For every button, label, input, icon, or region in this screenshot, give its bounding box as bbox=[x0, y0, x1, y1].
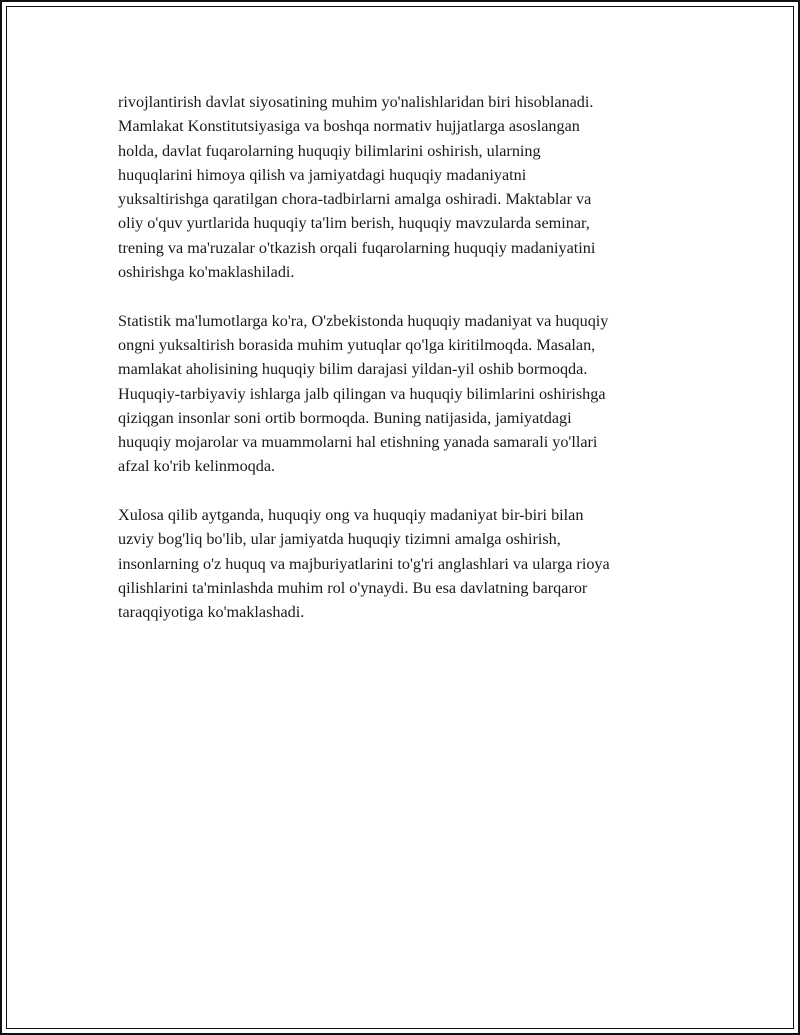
text-line: afzal ko'rib kelinmoqda. bbox=[118, 457, 276, 476]
text-line: Mamlakat Konstitutsiyasiga va boshqa normativ hujjatlarga asoslangan bbox=[118, 117, 580, 136]
document-body bbox=[118, 90, 690, 649]
text-line: rivojlantirish davlat siyosatining muhim yo'nalishlaridan biri hisoblanadi. bbox=[118, 93, 594, 111]
text-line: oliy o'quv yurtlarida huquqiy ta'lim berish, huquqiy mavzularda seminar, bbox=[118, 214, 590, 233]
paragraph-1 bbox=[118, 90, 690, 284]
text-line: qiziqgan insonlar soni ortib bormoqda. Buning natijasida, jamiyatdagi bbox=[118, 408, 572, 427]
text-line: huquqlarini himoya qilish va jamiyatdagi huquqiy madaniyatni bbox=[118, 165, 527, 184]
text-line: yuksaltirishga qaratilgan chora-tadbirlarni amalga oshiradi. Maktablar va bbox=[118, 190, 592, 209]
text-line: insonlarning o'z huquq va majburiyatlarini to'g'ri anglashlari va ularga rioya bbox=[118, 554, 610, 573]
paragraph-3 bbox=[118, 503, 690, 624]
text-line: Huquqiy-tarbiyaviy ishlarga jalb qilingan va huquqiy bilimlarini oshirishga bbox=[118, 384, 606, 403]
text-line: Xulosa qilib aytganda, huquqiy ong va huquqiy madaniyat bir-biri bilan bbox=[118, 506, 584, 525]
text-line: oshirishga ko'maklashiladi. bbox=[118, 263, 295, 282]
text-line: ongni yuksaltirish borasida muhim yutuqlar qo'lga kiritilmoqda. Masalan, bbox=[118, 335, 596, 354]
text-line: uzviy bog'liq bo'lib, ular jamiyatda huquqiy tizimni amalga oshirish, bbox=[118, 530, 561, 549]
text-line: Statistik ma'lumotlarga ko'ra, O'zbekistonda huquqiy madaniyat va huquqiy bbox=[118, 311, 609, 330]
text-line: mamlakat aholisining huquqiy bilim darajasi yildan-yil oshib bormoqda. bbox=[118, 360, 588, 379]
paragraph-2 bbox=[118, 309, 690, 479]
text-line: holda, davlat fuqarolarning huquqiy bilimlarini oshirish, ularning bbox=[118, 141, 541, 160]
text-line: huquqiy mojarolar va muammolarni hal etishning yanada samarali yo'llari bbox=[118, 433, 598, 452]
text-line: taraqqiyotiga ko'maklashadi. bbox=[118, 603, 305, 622]
text-line: qilishlarini ta'minlashda muhim rol o'ynaydi. Bu esa davlatning barqaror bbox=[118, 578, 588, 597]
text-line: trening va ma'ruzalar o'tkazish orqali fuqarolarning huquqiy madaniyatini bbox=[118, 238, 596, 257]
